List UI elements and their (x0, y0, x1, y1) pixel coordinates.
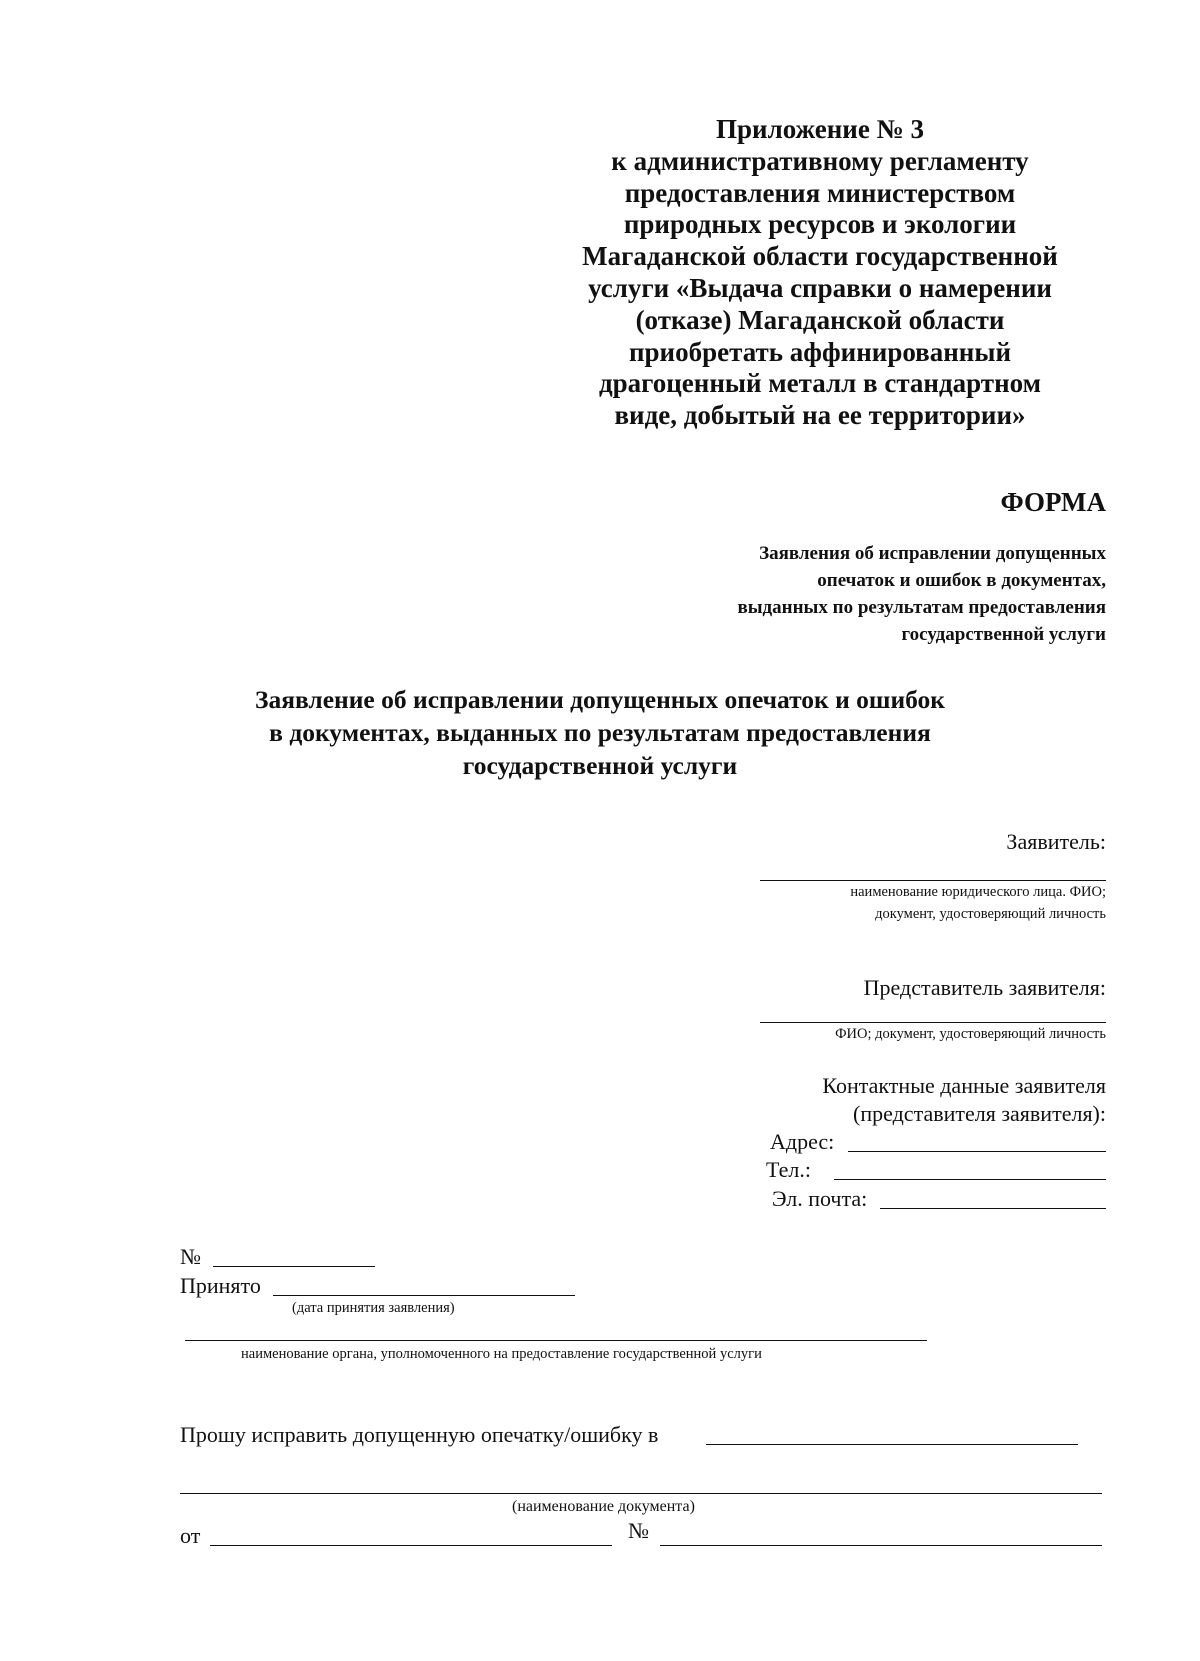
appendix-line: природных ресурсов и экологии (623, 209, 1017, 240)
address-field-line[interactable] (848, 1151, 1106, 1152)
accepted-note: (дата принятия заявления) (292, 1300, 455, 1316)
form-label: ФОРМА (1000, 487, 1106, 517)
form-subtitle (586, 540, 1106, 648)
email-field-line[interactable] (880, 1208, 1106, 1209)
title-line: государственной услуги (462, 751, 738, 780)
registration-number-label: № (180, 1244, 201, 1269)
form-subtitle-line: опечаток и ошибок в документах, (817, 570, 1106, 591)
appendix-line: (отказе) Магаданской области (635, 304, 1005, 335)
applicant-note-line1: наименование юридического лица. ФИО; (850, 884, 1106, 900)
appendix-line: к административному регламенту (611, 145, 1029, 176)
address-label: Адрес: (770, 1129, 835, 1154)
title-line: Заявление об исправлении допущенных опечаток и ошибок (254, 685, 946, 714)
authority-note: наименование органа, уполномоченного на предоставление государственной услуги (241, 1346, 762, 1362)
registration-number-line[interactable] (213, 1266, 375, 1267)
accepted-label: Принято (180, 1273, 261, 1298)
appendix-line: приобретать аффинированный (628, 336, 1012, 367)
contacts-heading-line1: Контактные данные заявителя (822, 1073, 1106, 1098)
appendix-line: услуги «Выдача справки о намерении (588, 272, 1052, 303)
form-subtitle-line: выданных по результатам предоставления (737, 597, 1106, 618)
from-date-line[interactable] (210, 1545, 612, 1546)
appendix-line: драгоценный металл в стандартном (598, 368, 1042, 399)
phone-label: Тел.: (766, 1157, 811, 1182)
representative-field-line[interactable] (760, 1022, 1106, 1023)
appendix-line: Приложение № 3 (716, 114, 924, 144)
applicant-label: Заявитель: (1006, 829, 1106, 854)
document-name-note: (наименование документа) (512, 1498, 695, 1515)
document-number-label: № (628, 1518, 649, 1543)
representative-label: Представитель заявителя: (863, 975, 1106, 1000)
applicant-note-line2: документ, удостоверяющий личность (875, 906, 1106, 922)
from-label: от (180, 1523, 201, 1548)
authority-field-line[interactable] (185, 1340, 927, 1341)
request-doc-line[interactable] (706, 1444, 1078, 1445)
accepted-date-line[interactable] (273, 1295, 575, 1296)
appendix-header (540, 114, 1100, 432)
document-name-line[interactable] (180, 1493, 1102, 1494)
appendix-line: Магаданской области государственной (582, 241, 1058, 272)
document-number-line[interactable] (660, 1545, 1102, 1546)
appendix-line: предоставления министерством (624, 177, 1016, 208)
request-text: Прошу исправить допущенную опечатку/ошибку в (180, 1422, 659, 1447)
contacts-heading-line2: (представителя заявителя): (853, 1101, 1106, 1126)
document-title (160, 683, 1040, 782)
form-subtitle-line: государственной услуги (901, 624, 1106, 645)
representative-note: ФИО; документ, удостоверяющий личность (835, 1026, 1106, 1042)
phone-field-line[interactable] (834, 1179, 1106, 1180)
appendix-line: виде, добытый на ее территории» (614, 400, 1026, 431)
applicant-field-line[interactable] (760, 880, 1106, 881)
form-subtitle-line: Заявления об исправлении допущенных (759, 543, 1106, 564)
title-line: в документах, выданных по результатам предоставления (269, 718, 931, 747)
email-label: Эл. почта: (772, 1186, 868, 1211)
